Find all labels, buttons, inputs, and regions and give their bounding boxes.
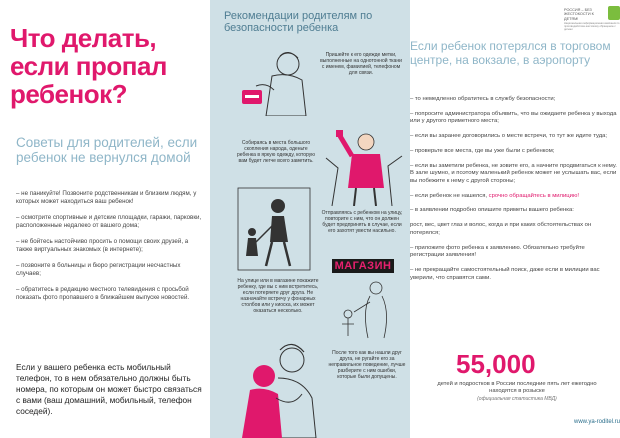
right-tip: – приложите фото ребенка к заявлению. Обязательно требуйте регистрации заявления! (410, 244, 585, 259)
left-tip: – осмотрите спортивные и детские площадки, гаражи, парковки, расположенные недалеко от вашего дома; (16, 214, 202, 229)
caption-labels: Пришейте к его одежде метки, выполненные на однотонной ткани с именем, фамилией, телефоном для связи. (320, 52, 402, 76)
right-tip-police-red: срочно обращайтесь в милицию! (487, 192, 579, 199)
right-tip: – не прекращайте самостоятельный поиск, даже если в милиции вас уверили, что справятся сами. (410, 267, 600, 281)
caption-meeting-point: На улице или в магазине покажите ребенку, где вы с ним встретитесь, если потеряете друг друга. Не назначайте встречу у фонарных столбов или у киоска, их может оказаться несколько. (237, 278, 319, 314)
logo-text: РОССИЯ – БЕЗ ЖЕСТОКОСТИ К ДЕТЯМ! (564, 8, 594, 21)
left-subtitle: Советы для родителей, если ребенок не вернулся домой (16, 135, 198, 165)
caption-street: Отправляясь с ребенком на улицу, повторите с ним, что он должен будет предпринять в случае, если его захотят увести насильно. (321, 210, 403, 234)
caption-after-found: После того как вы нашли друг друга, не ругайте его за неправильное поведение, лучше разберите с ним ошибки, которые были допущены. (328, 350, 406, 380)
left-tip: – обратитесь в редакцию местного телевидения с просьбой показать фото пропавшего в ближайшем выпуске новостей. (16, 286, 190, 301)
tree-icon (608, 6, 620, 20)
hug-illustration (232, 338, 328, 438)
left-column (0, 0, 210, 438)
right-tip: – проверьте все места, где вы уже были с ребенком; (410, 147, 555, 154)
bright-clothes-illustration (322, 128, 406, 206)
right-column (410, 0, 620, 438)
left-tip: – не паникуйте! Позвоните родственникам и близким людям, у которых может находиться ваш ребенок! (16, 190, 197, 205)
right-tip-police-text: – если ребенок не нашелся, (410, 192, 488, 199)
middle-title: Рекомендации родителям по безопасности ребенка (224, 10, 373, 34)
shop-sign: МАГАЗИН (332, 259, 394, 273)
phone-advice: Если у вашего ребенка есть мобильный телефон, то в нем обязательно должны быть номера, по которым он может быстро связаться с вами (ваш домашний, мобильный, телефон соседей). (16, 362, 202, 416)
child-label-illustration (236, 46, 316, 116)
right-tip: – в заявлении подробно опишите приметы вашего ребенка: (410, 207, 574, 214)
right-tip: – то немедленно обратитесь в службу безопасности; (410, 96, 556, 102)
walk-illustration (236, 186, 312, 272)
shop-meeting-illustration (326, 276, 406, 342)
right-tip: рост, вес, цвет глаз и волос, когда и при каких обстоятельствах он потерялся; (410, 222, 592, 236)
website-link[interactable]: www.ya-roditel.ru (573, 419, 620, 425)
main-title: Что делать, если пропал ребенок? (10, 23, 167, 109)
stat-text: детей и подростков в России последние пять лет ежегодно находятся в розыске (437, 381, 597, 394)
logo-subtext: Национальная информационная кампания по противодействию жестокому обращению с детьми (564, 22, 620, 32)
middle-column (210, 0, 410, 438)
right-title: Если ребенок потерялся в торговом центре, на вокзале, в аэропорту (410, 39, 611, 67)
right-tip-police (410, 193, 618, 201)
right-tip: – если вы заметили ребенка, не зовите его, а начните продвигаться к нему. В зале шумно, и поэтому маленький ребенок может не услышать вас, если вы побежите к нему с другой стороны; (410, 162, 617, 184)
right-tips-list (410, 96, 618, 289)
campaign-logo (564, 6, 620, 36)
left-tip: – позвоните в больницы и бюро регистрации несчастных случаев; (16, 262, 181, 277)
left-tips-list (16, 190, 206, 310)
stat-source: (официальная статистика МВД) (477, 396, 557, 402)
right-tip: – если вы заранее договорились о месте встречи, то тут же идите туда; (410, 133, 608, 140)
left-tip: – не бойтесь настойчиво просить о помощи своих друзей, а также виртуальных знакомых (в интернете); (16, 238, 189, 253)
caption-bright-clothes: Собираясь в места большого скопления народа, оденьте ребенка в яркую одежду, которую вам будет легче всего заметить. (237, 140, 315, 164)
stat-number: 55,000 (456, 349, 536, 379)
right-tip: – попросите администратора объявить, что вы ожидаете ребенка у выхода или у другого приметного места; (410, 110, 617, 125)
